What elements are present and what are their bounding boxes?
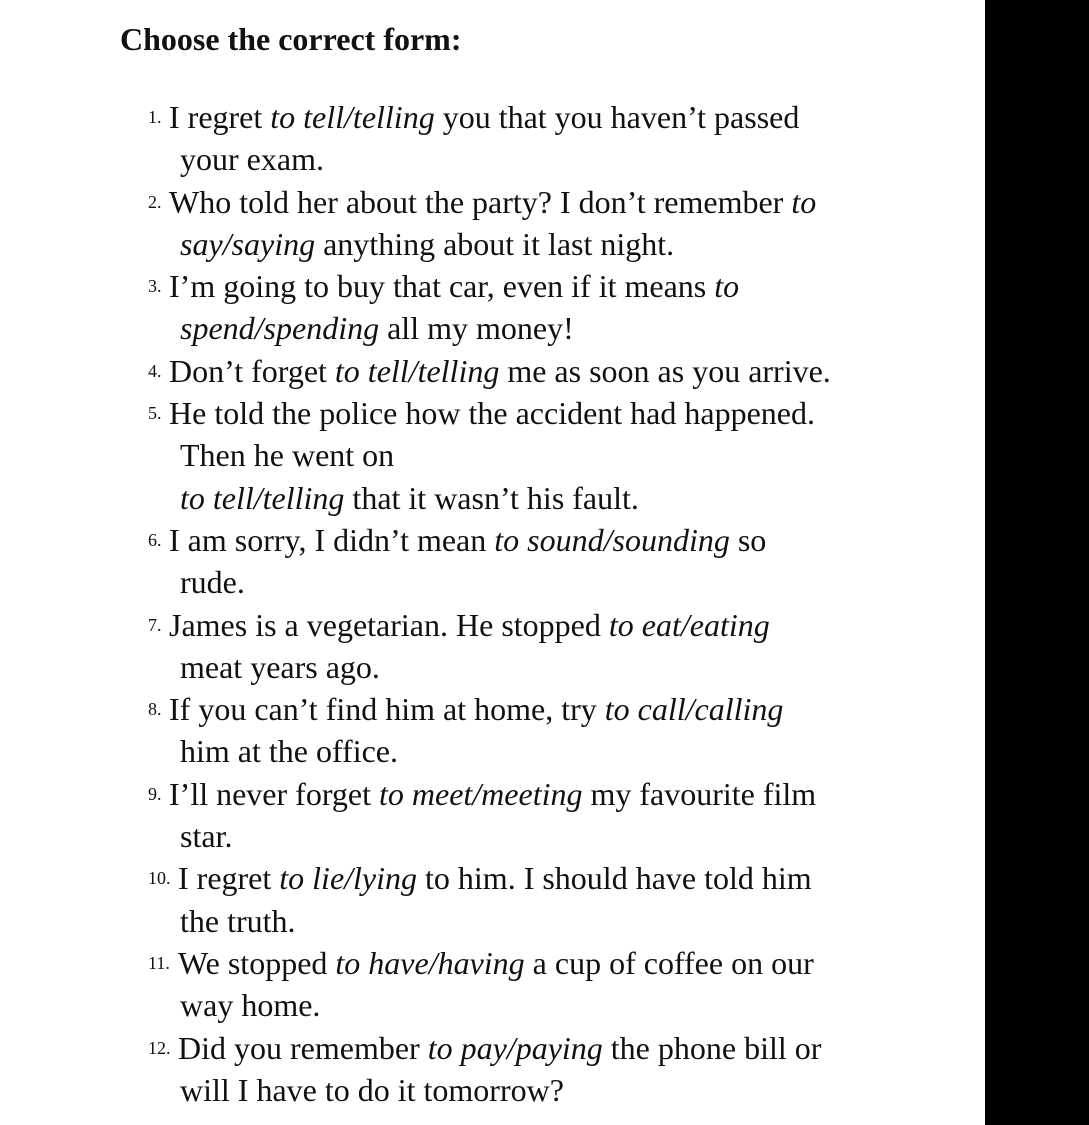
answer-options: to call/calling — [604, 691, 784, 728]
exercise-item — [148, 773, 978, 858]
item-text: I’m going to buy that car, even if it means — [169, 268, 715, 305]
item-number: 3. — [148, 276, 162, 297]
item-text: If you can’t find him at home, try — [169, 691, 605, 728]
exercise-item — [148, 392, 978, 519]
exercise-item — [148, 350, 978, 392]
item-text: James is a vegetarian. He stopped — [169, 606, 609, 643]
item-line — [148, 561, 978, 603]
item-number: 11. — [148, 952, 170, 973]
item-text: the truth. — [180, 902, 296, 939]
answer-options: to tell/telling — [334, 352, 500, 389]
item-text: Don’t forget — [169, 352, 335, 389]
black-margin-bar — [985, 0, 1089, 1125]
item-text: We stopped — [178, 944, 336, 981]
item-text: to him. I should have told him — [417, 860, 812, 897]
item-text: I regret — [178, 860, 280, 897]
item-text: He told the police how the accident had happened. — [169, 395, 815, 432]
answer-options: to — [714, 268, 740, 305]
answer-options: to tell/telling — [270, 99, 435, 135]
item-line — [148, 984, 978, 1026]
item-line — [148, 350, 978, 392]
item-number: 8. — [148, 699, 162, 720]
item-line — [148, 604, 978, 646]
item-line — [148, 223, 978, 265]
exercise-item — [148, 942, 978, 1027]
item-text: Who told her about the party? I don’t remember — [169, 183, 792, 220]
item-number: 2. — [148, 191, 162, 212]
item-line — [148, 857, 978, 899]
item-line — [148, 942, 978, 984]
item-line — [148, 730, 978, 772]
item-line — [148, 1069, 978, 1111]
item-text: him at the office. — [180, 733, 398, 770]
item-text: a cup of coffee on our — [524, 944, 814, 981]
item-text: that it wasn’t his fault. — [344, 479, 639, 516]
exercise-item — [148, 688, 978, 773]
item-line — [148, 646, 978, 688]
item-text: your exam. — [180, 141, 324, 178]
item-line — [148, 96, 978, 138]
item-line — [148, 1027, 978, 1069]
exercise-heading: Choose the correct form: — [120, 21, 462, 57]
item-line — [148, 773, 978, 815]
item-number: 7. — [148, 614, 162, 635]
item-line — [148, 519, 978, 561]
item-text: Then he went on — [180, 437, 395, 474]
item-text: I’ll never forget — [169, 775, 379, 812]
item-number: 4. — [148, 360, 162, 381]
item-line — [148, 181, 978, 223]
item-text: I regret — [169, 99, 271, 135]
item-text: meat years ago. — [180, 648, 380, 685]
item-line — [148, 688, 978, 730]
item-line — [148, 815, 978, 857]
item-text: my favourite film — [582, 775, 817, 812]
item-text: way home. — [180, 987, 321, 1024]
item-line — [148, 265, 978, 307]
item-text: the phone bill or — [602, 1029, 822, 1066]
item-text: Did you remember — [178, 1029, 428, 1066]
exercise-item — [148, 96, 978, 181]
item-line — [148, 900, 978, 942]
answer-options: say/saying — [180, 225, 316, 262]
answer-options: to lie/lying — [279, 860, 418, 897]
item-number: 9. — [148, 783, 162, 804]
answer-options: to tell/telling — [180, 479, 345, 516]
exercise-item — [148, 1027, 978, 1112]
item-line — [148, 434, 978, 476]
item-number: 6. — [148, 529, 162, 550]
exercise-item — [148, 857, 978, 942]
exercise-item — [148, 519, 978, 604]
item-line — [148, 392, 978, 434]
item-text: you that you haven’t passed — [434, 99, 800, 135]
item-text: I am sorry, I didn’t mean — [169, 521, 495, 558]
answer-options: spend/spending — [180, 310, 380, 347]
exercise-list — [148, 96, 978, 1111]
item-number: 5. — [148, 403, 162, 424]
item-text: anything about it last night. — [315, 225, 675, 262]
exercise-item — [148, 181, 978, 266]
answer-options: to eat/eating — [608, 606, 770, 643]
item-number: 10. — [148, 868, 171, 889]
answer-options: to sound/sounding — [494, 521, 730, 558]
item-text: will I have to do it tomorrow? — [180, 1071, 564, 1108]
item-line — [148, 307, 978, 349]
exercise-item — [148, 265, 978, 350]
item-line — [148, 477, 978, 519]
item-number: 12. — [148, 1037, 171, 1058]
answer-options: to — [791, 183, 817, 220]
answer-options: to have/having — [335, 944, 525, 981]
item-text: star. — [180, 818, 233, 855]
item-text: so — [729, 521, 767, 558]
answer-options: to pay/paying — [427, 1029, 603, 1066]
answer-options: to meet/meeting — [378, 775, 583, 812]
item-text: rude. — [180, 564, 245, 601]
item-text: me as soon as you arrive. — [499, 352, 831, 389]
exercise-item — [148, 604, 978, 689]
item-line — [148, 138, 978, 180]
item-text: all my money! — [379, 310, 574, 347]
item-number: 1. — [148, 107, 162, 127]
